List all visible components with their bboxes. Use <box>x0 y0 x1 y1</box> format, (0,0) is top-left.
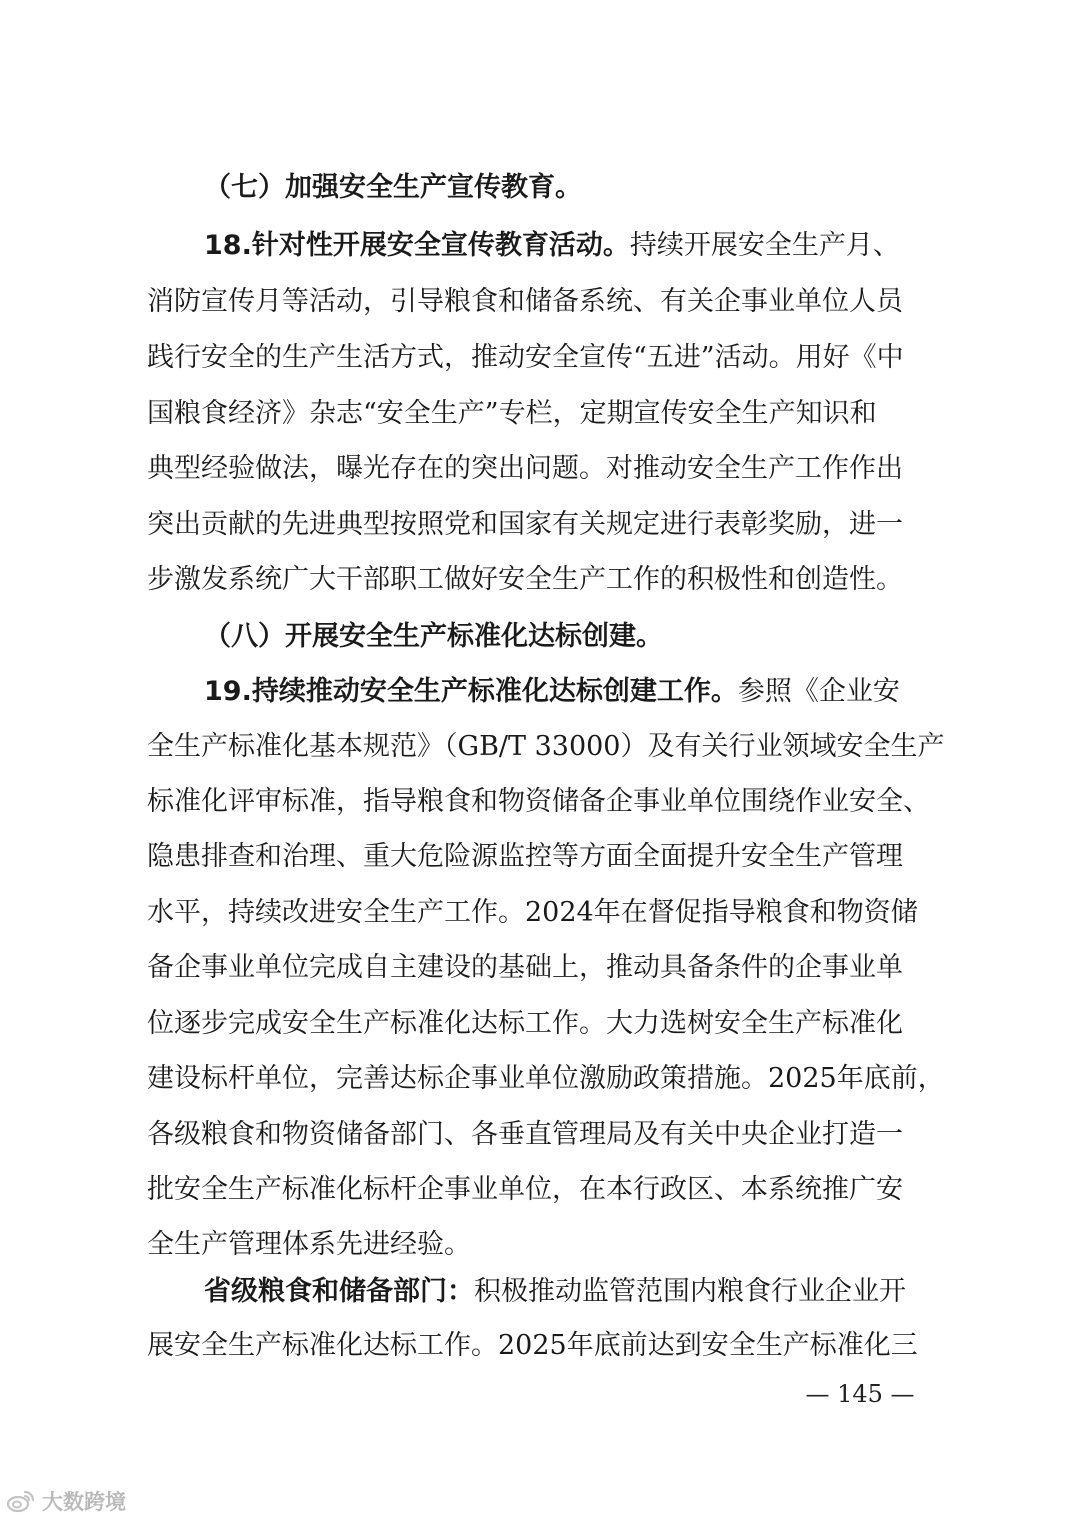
body-text-segment: 突出贡献的先进典型按照党和国家有关规定进行表彰奖励，进一 <box>147 509 903 540</box>
weibo-logo-icon <box>6 1489 36 1513</box>
text-line <box>0 1318 1080 1374</box>
text-line <box>0 609 1080 665</box>
text-line <box>0 218 1080 274</box>
bold-heading-text: （七）加强安全生产宣传教育。 <box>204 172 582 203</box>
text-line <box>0 996 1080 1052</box>
body-text-segment: 持续开展安全生产月、 <box>629 230 900 261</box>
text-line <box>0 160 1080 216</box>
text-line <box>0 885 1080 941</box>
text-line <box>0 274 1080 330</box>
body-text-segment: 全生产管理体系先进经验。 <box>147 1229 471 1260</box>
body-text-segment: 积极推动监管范围内粮食行业企业开 <box>474 1276 906 1307</box>
body-text-segment: 典型经验做法，曝光存在的突出问题。对推动安全生产工作作出 <box>147 453 903 484</box>
bold-heading-text: 省级粮食和储备部门： <box>204 1276 474 1307</box>
body-text-segment: 标准化评审标准，指导粮食和物资储备企事业单位围绕作业安全、 <box>147 786 930 817</box>
text-line <box>0 1051 1080 1107</box>
bold-heading-text: （八）开展安全生产标准化达标创建。 <box>204 621 663 652</box>
body-text-segment: 展安全生产标准化达标工作。2025年底前达到安全生产标准化三 <box>147 1330 918 1361</box>
watermark <box>6 1484 126 1518</box>
body-text-segment: 位逐步完成安全生产标准化达标工作。大力选树安全生产标准化 <box>147 1008 903 1039</box>
text-line <box>0 441 1080 497</box>
text-line <box>0 330 1080 386</box>
body-text-segment: 建设标杆单位，完善达标企事业单位激励政策措施。2025年底前， <box>147 1063 945 1094</box>
body-text-segment: 步激发系统广大干部职工做好安全生产工作的积极性和创造性。 <box>147 564 903 595</box>
text-line <box>0 664 1080 720</box>
watermark-text: 大数跨境 <box>42 1490 126 1514</box>
text-line <box>0 719 1080 775</box>
body-text-segment: 消防宣传月等活动，引导粮食和储备系统、有关企事业单位人员 <box>147 286 903 317</box>
text-line <box>0 552 1080 608</box>
text-line <box>0 774 1080 830</box>
text-line <box>0 1107 1080 1163</box>
body-text-segment: 国粮食经济》杂志“安全生产”专栏，定期宣传安全生产知识和 <box>147 398 877 429</box>
body-text-segment: 水平，持续改进安全生产工作。2024年在督促指导粮食和物资储 <box>147 897 918 928</box>
body-text-segment: 批安全生产标准化标杆企事业单位，在本行政区、本系统推广安 <box>147 1174 903 1205</box>
page-number: — 145 — <box>805 1380 915 1408</box>
body-text-segment: 全生产标准化基本规范》（GB/T 33000）及有关行业领域安全生产 <box>147 731 945 762</box>
body-text-segment: 隐患排查和治理、重大危险源监控等方面全面提升安全生产管理 <box>147 841 903 872</box>
body-text-segment: 参照《企业安 <box>737 676 900 707</box>
bold-heading-text: 19.持续推动安全生产标准化达标创建工作。 <box>204 676 738 707</box>
text-line <box>0 829 1080 885</box>
text-line <box>0 1162 1080 1218</box>
text-line <box>0 497 1080 553</box>
text-line <box>0 386 1080 442</box>
body-text-segment: 各级粮食和物资储备部门、各垂直管理局及有关中央企业打造一 <box>147 1119 903 1150</box>
body-text-segment: 备企事业单位完成自主建设的基础上，推动具备条件的企事业单 <box>147 952 903 983</box>
text-line <box>0 1264 1080 1320</box>
body-text-segment: 践行安全的生产生活方式，推动安全宣传“五进”活动。用好《中 <box>147 342 904 373</box>
bold-heading-text: 18.针对性开展安全宣传教育活动。 <box>204 230 630 261</box>
text-line <box>0 940 1080 996</box>
